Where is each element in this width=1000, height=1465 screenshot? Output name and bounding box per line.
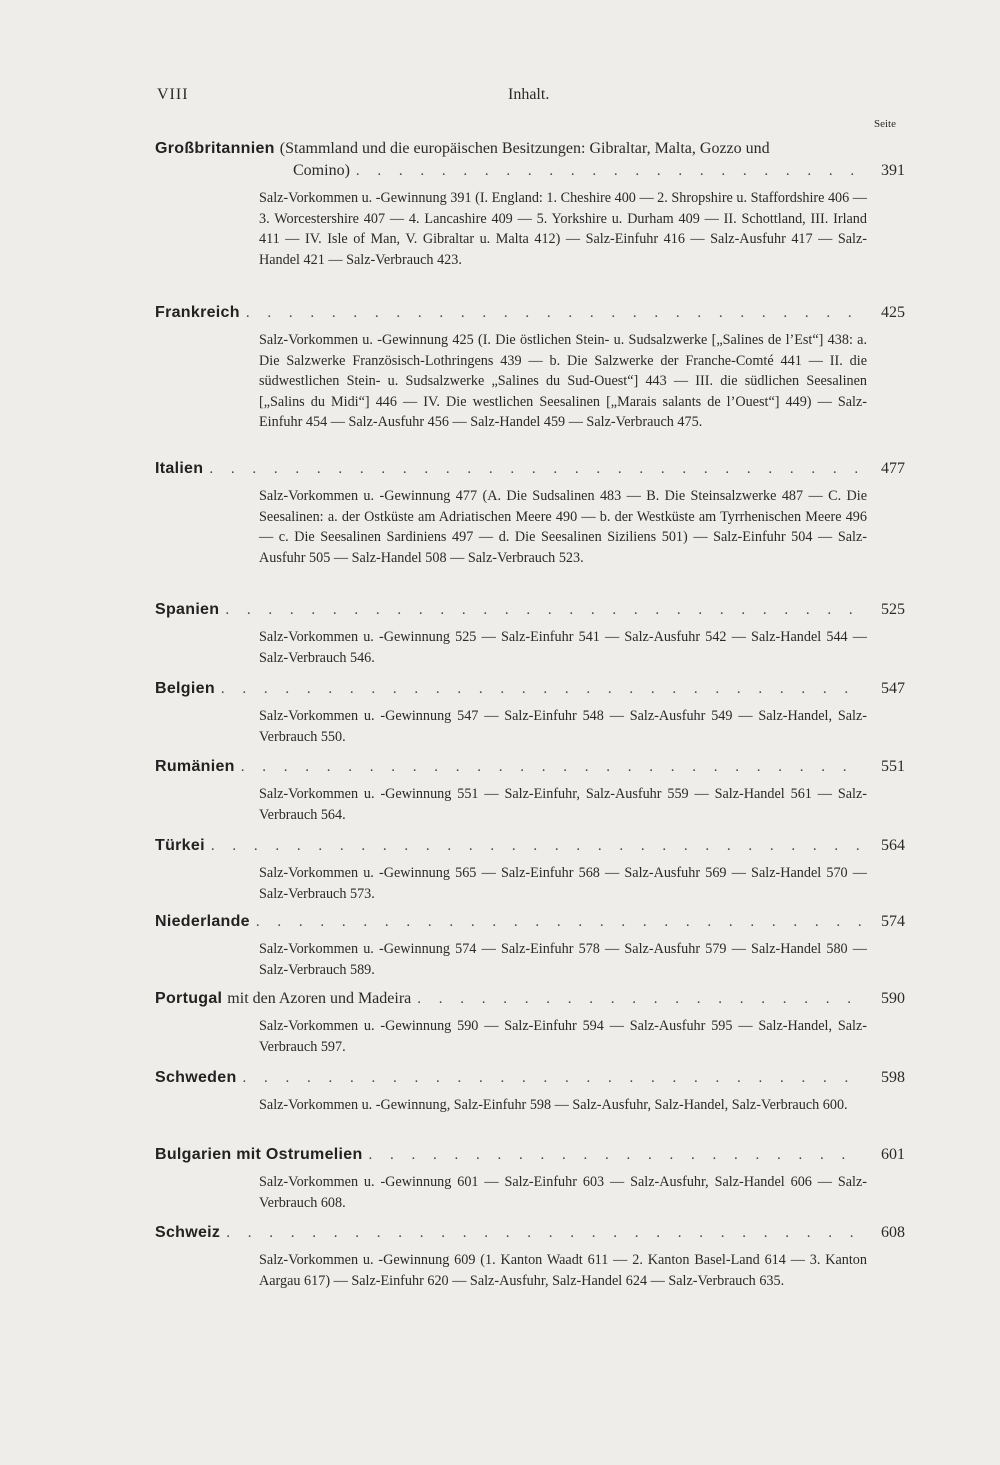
- country-title: Portugal: [155, 990, 223, 1007]
- page-reference: 425: [881, 304, 905, 321]
- toc-entry-frankreich: [155, 304, 905, 433]
- country-title: Rumänien: [155, 758, 235, 775]
- dot-leader: [211, 838, 863, 855]
- entry-details: Salz-Vorkommen u. -Gewinnung 574 — Salz-Einfuhr 578 — Salz-Ausfuhr 579 — Salz-Handel 580 — Salz-Verbrauch 589.: [259, 941, 867, 978]
- seite-label: Seite: [874, 118, 896, 130]
- dot-leader: [256, 914, 863, 931]
- page-reference: 590: [881, 990, 905, 1007]
- page-reference: 564: [881, 837, 905, 854]
- dot-leader: [243, 1070, 863, 1087]
- country-subtitle: mit den Azoren und Madeira: [227, 990, 412, 1007]
- page-reference: 601: [881, 1146, 905, 1163]
- page-reference: 608: [881, 1224, 905, 1241]
- toc-entry-belgien: [155, 680, 905, 747]
- entry-details: Salz-Vorkommen u. -Gewinnung 391 (I. England: 1. Cheshire 400 — 2. Shropshire u. Staffordshire 406 — 3. Worcestershire 407 — 4. Lancashire 409 — 5. Yorkshire u. Durham 409 — II. Schottland, III. Irland 411 — IV. Isle of Man, V. Gibraltar u. Malta 412) — Salz-Einfuhr 416 — Salz-Ausfuhr 417 — Salz-Handel 421 — Salz-Verbrauch 423.: [259, 190, 867, 268]
- running-title: Inhalt.: [508, 86, 550, 103]
- country-title: Belgien: [155, 680, 215, 697]
- country-title: Spanien: [155, 601, 220, 618]
- country-title: Schweden: [155, 1069, 237, 1086]
- entry-details: Salz-Vorkommen u. -Gewinnung 609 (1. Kanton Waadt 611 — 2. Kanton Basel-Land 614 — 3. Kanton Aargau 617) — Salz-Einfuhr 620 — Salz-Ausfuhr, Salz-Handel 624 — Salz-Verbrauch 635.: [259, 1252, 867, 1289]
- page-reference: 551: [881, 758, 905, 775]
- dot-leader: [225, 602, 863, 619]
- country-title: Frankreich: [155, 304, 240, 321]
- page-number: VIII: [157, 86, 189, 103]
- entry-details: Salz-Vorkommen u. -Gewinnung 565 — Salz-Einfuhr 568 — Salz-Ausfuhr 569 — Salz-Handel 570 — Salz-Verbrauch 573.: [259, 865, 867, 902]
- toc-entry-niederlande: [155, 913, 905, 980]
- country-title: Türkei: [155, 837, 205, 854]
- entry-details: Salz-Vorkommen u. -Gewinnung 425 (I. Die östlichen Stein- u. Sudsalzwerke [„Salines de l’Est“] 438: a. Die Salzwerke Französisch-Lothringens 439 — b. Die Salzwerke der Franche-Comté 441 — II. die südwestlichen Stein- u. Sudsalzwerke „Salines du Sud-Ouest“] 443 — III. die südlichen Seesalinen [„Salins du Midi“] 446 — IV. Die westlichen Seesalinen [„Marais salants de l’Ouest“] 449) — Salz-Einfuhr 454 — Salz-Ausfuhr 456 — Salz-Handel 459 — Salz-Verbrauch 475.: [259, 332, 867, 431]
- country-title: Bulgarien mit Ostrumelien: [155, 1146, 363, 1163]
- entry-details: Salz-Vorkommen u. -Gewinnung 601 — Salz-Einfuhr 603 — Salz-Ausfuhr, Salz-Handel 606 — Salz-Verbrauch 608.: [259, 1174, 867, 1211]
- dot-leader: [221, 681, 863, 698]
- page-reference: 598: [881, 1069, 905, 1086]
- dot-leader: [356, 163, 863, 180]
- country-title: Niederlande: [155, 913, 250, 930]
- toc-entry-portugal: [155, 990, 905, 1057]
- dot-leader: [246, 305, 863, 322]
- toc-entry-schweden: [155, 1069, 905, 1116]
- country-title: Italien: [155, 460, 204, 477]
- toc-entry-tuerkei: [155, 837, 905, 904]
- dot-leader: [209, 461, 863, 478]
- dot-leader: [226, 1225, 863, 1242]
- page-reference: 574: [881, 913, 905, 930]
- entry-details: Salz-Vorkommen u. -Gewinnung 551 — Salz-Einfuhr, Salz-Ausfuhr 559 — Salz-Handel 561 — Salz-Verbrauch 564.: [259, 786, 867, 823]
- country-subtitle: (Stammland und die europäischen Besitzungen: Gibraltar, Malta, Gozzo und: [279, 140, 770, 157]
- page-reference: 477: [881, 460, 905, 477]
- toc-entry-rumaenien: [155, 758, 905, 825]
- toc-entry-schweiz: [155, 1224, 905, 1291]
- entry-details: Salz-Vorkommen u. -Gewinnung 477 (A. Die Sudsalinen 483 — B. Die Steinsalzwerke 487 — C. Die Seesalinen: a. der Ostküste am Adriatischen Meere 490 — b. der Westküste am Tyrrhenischen Meere 496 — c. Die Seesalinen Sardiniens 497 — d. Die Seesalinen Siziliens 501) — Salz-Einfuhr 504 — Salz-Ausfuhr 505 — Salz-Handel 508 — Salz-Verbrauch 523.: [259, 488, 867, 566]
- page-reference: 547: [881, 680, 905, 697]
- dot-leader: [241, 759, 863, 776]
- dot-leader: [417, 991, 863, 1008]
- entry-details: Salz-Vorkommen u. -Gewinnung 590 — Salz-Einfuhr 594 — Salz-Ausfuhr 595 — Salz-Handel, Salz-Verbrauch 597.: [259, 1018, 867, 1055]
- country-title: Schweiz: [155, 1224, 221, 1241]
- entry-details: Salz-Vorkommen u. -Gewinnung, Salz-Einfuhr 598 — Salz-Ausfuhr, Salz-Handel, Salz-Verbrauch 600.: [259, 1097, 848, 1113]
- page-reference: 525: [881, 601, 905, 618]
- dot-leader: [369, 1147, 863, 1164]
- page-reference: 391: [881, 162, 905, 179]
- entry-details: Salz-Vorkommen u. -Gewinnung 547 — Salz-Einfuhr 548 — Salz-Ausfuhr 549 — Salz-Handel, Salz-Verbrauch 550.: [259, 708, 867, 745]
- toc-entry-spanien: [155, 601, 905, 668]
- toc-entry-italien: [155, 460, 905, 568]
- entry-details: Salz-Vorkommen u. -Gewinnung 525 — Salz-Einfuhr 541 — Salz-Ausfuhr 542 — Salz-Handel 544 — Salz-Verbrauch 546.: [259, 629, 867, 666]
- toc-entry-bulgarien: [155, 1146, 905, 1213]
- country-subtitle-cont: Comino): [293, 162, 350, 179]
- toc-entry-grossbritannien: [155, 140, 905, 270]
- country-title: Großbritannien: [155, 140, 275, 157]
